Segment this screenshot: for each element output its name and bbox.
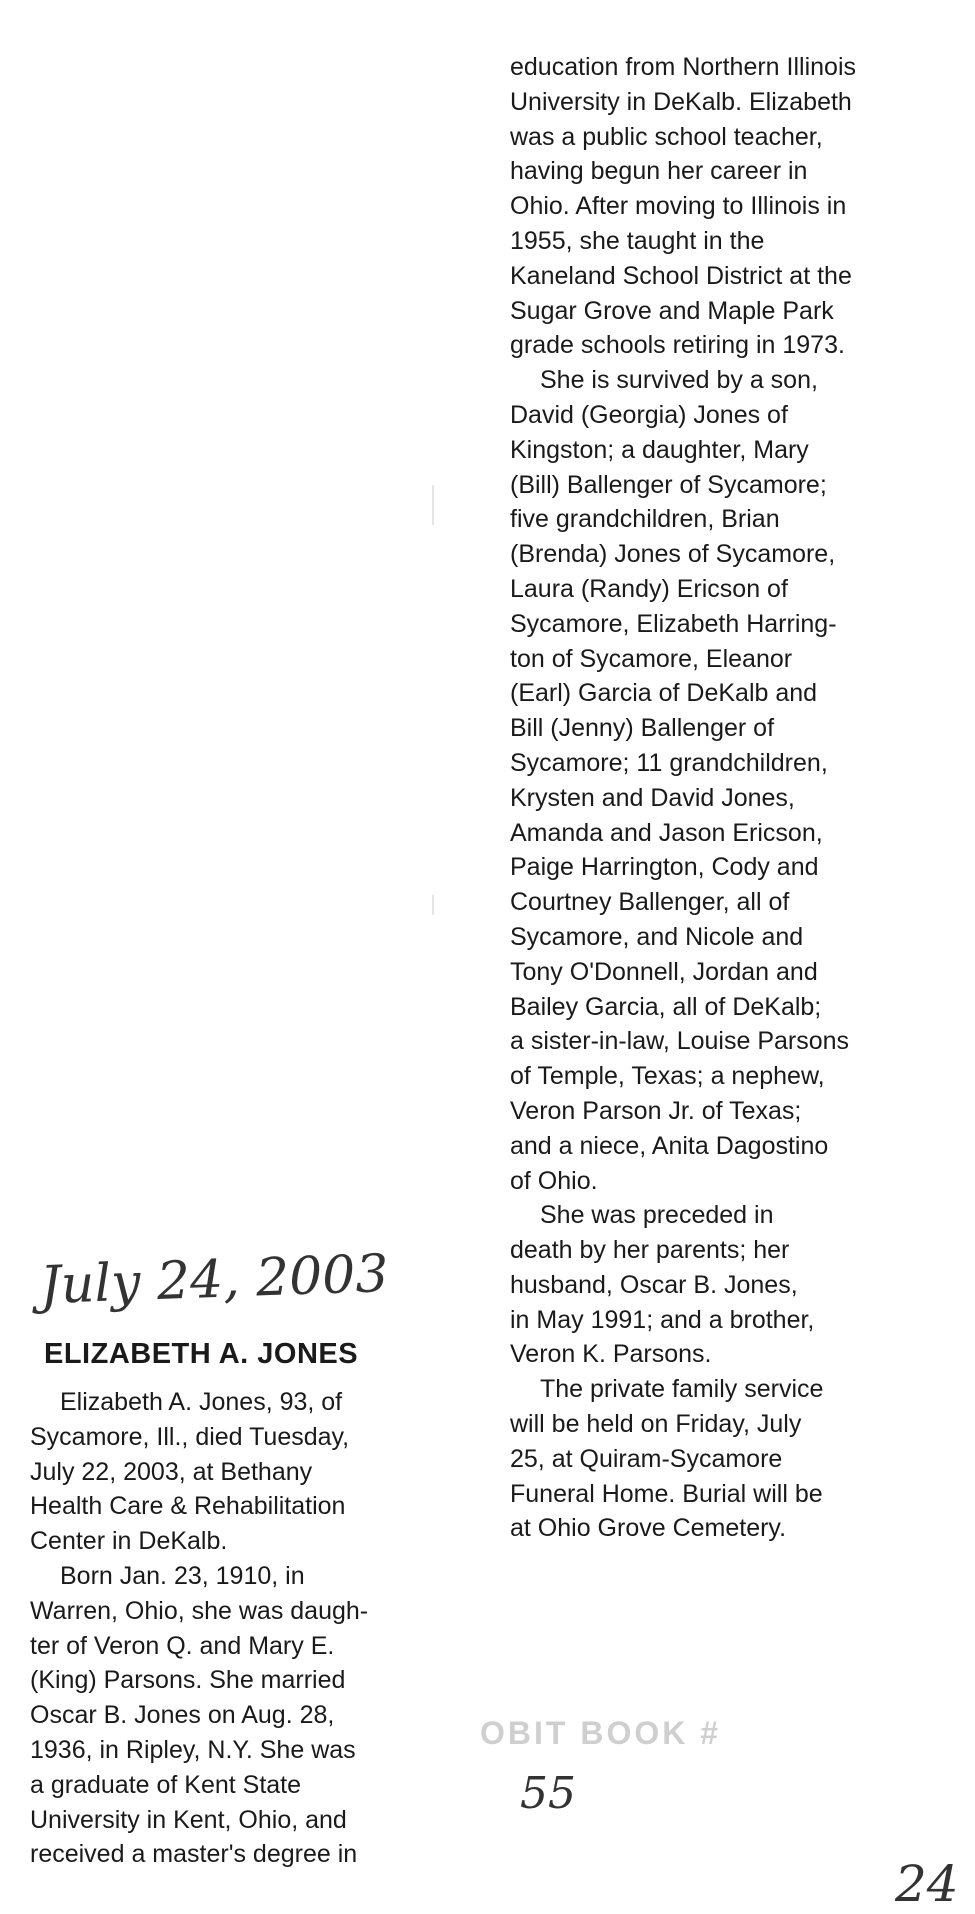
paragraph-preceded: She was preceded in death by her parents; her husband, Oscar B. Jones, in May 1991; and a brother, Veron K. Parsons. (510, 1201, 815, 1369)
scan-mark (432, 895, 434, 915)
obituary-column-right (510, 50, 950, 1546)
handwritten-date: July 24, 2003 (39, 1243, 390, 1317)
paragraph-education: education from Northern Illinois University in DeKalb. Elizabeth was a public school teacher, having begun her career in Ohio. After moving to Illinois in 1955, she taught in the Kaneland School District at the Sugar Grove and Maple Park grade schools retiring in 1973. (510, 53, 856, 360)
scan-mark (432, 485, 434, 525)
paragraph-death-notice: Elizabeth A. Jones, 93, of Sycamore, Ill., died Tuesday, July 22, 2003, at Bethany Health Care & Rehabilitation Center in DeKalb. (30, 1388, 350, 1556)
obit-book-number: 55 (520, 1768, 576, 1819)
page-number: 24 (895, 1855, 959, 1913)
obituary-column-left (30, 1385, 425, 1872)
paragraph-survivors: She is survived by a son, David (Georgia) Jones of Kingston; a daughter, Mary (Bill) Ballenger of Sycamore; five grandchildren, Brian (Brenda) Jones of Sycamore, Laura (Randy) Ericson of Sycamore, Elizabeth Harring- ton of Sycamore, Eleanor (Earl) Garcia of DeKalb and Bill (Jenny) Ballenger of Sycamore; 11 grandchildren, Krysten and David Jones, Amanda and Jason Ericson, Paige Harrington, Cody and Courtney Ballenger, all of Sycamore, and Nicole and Tony O'Donnell, Jordan and Bailey Garcia, all of DeKalb; a sister-in-law, Louise Parsons of Temple, Texas; a nephew, Veron Parson Jr. of Texas; and a niece, Anita Dagostino of Ohio. (510, 366, 850, 1195)
paragraph-biography: Born Jan. 23, 1910, in Warren, Ohio, she was daugh- ter of Veron Q. and Mary E. (King) Parsons. She married Oscar B. Jones on Aug. 28, 1936, in Ripley, N.Y. She was a graduate of Kent State University in Kent, Ohio, and received a master's degree in (30, 1561, 369, 1869)
paragraph-service: The private family service will be held on Friday, July 25, at Quiram-Sycamore Funeral Home. Burial will be at Ohio Grove Cemetery. (510, 1375, 824, 1543)
obituary-headline: ELIZABETH A. JONES (44, 1338, 359, 1370)
obit-book-stamp: OBIT BOOK # (480, 1715, 722, 1751)
